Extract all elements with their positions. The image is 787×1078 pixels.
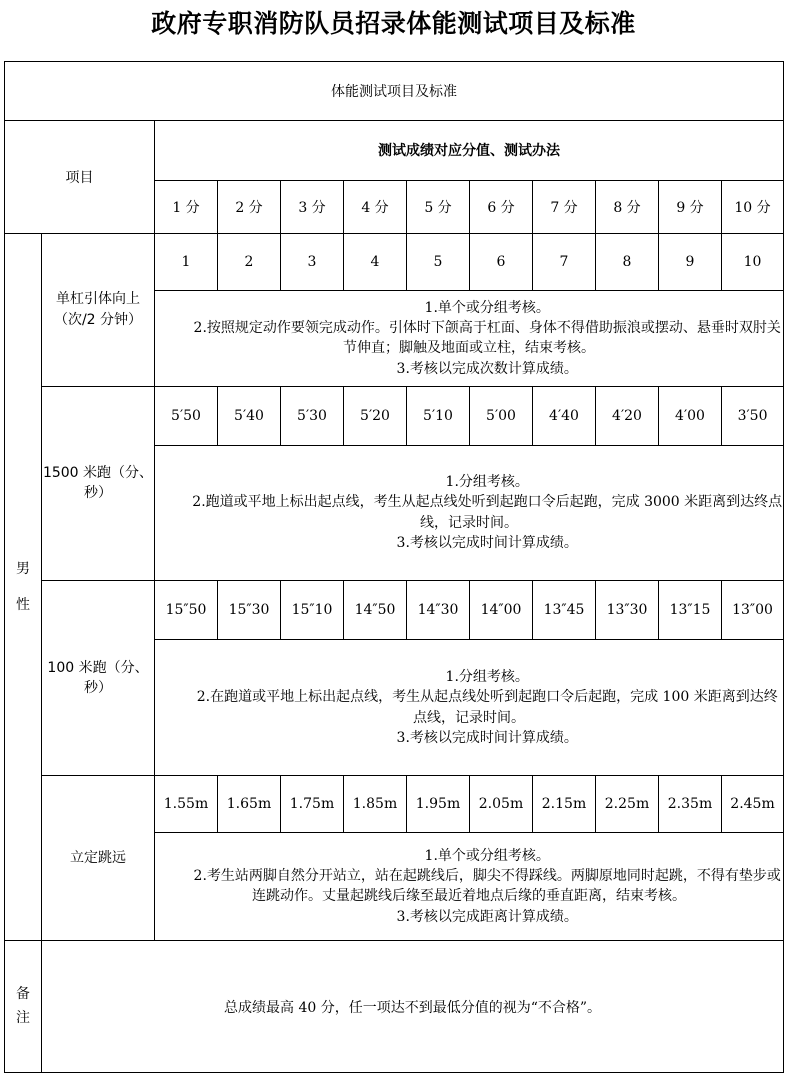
score-value: 6 [470,233,533,290]
score-value: 15″50 [155,580,218,639]
score-value: 14″30 [407,580,470,639]
score-value: 3′50 [722,386,784,445]
standards-table [4,61,784,1073]
method-line: 2.在跑道或平地上标出起点线，考生从起点线处听到起跑口令后起跑，完成 100 米距离到达终点线，记录时间。 [196,689,778,726]
item-header: 项目 [5,121,155,234]
score-value: 1.55m [155,776,218,832]
score-value: 1.65m [218,776,281,832]
score-value: 15″10 [281,580,344,639]
score-value: 8 [596,233,659,290]
test-method [155,445,784,580]
score-value: 5′20 [344,386,407,445]
score-label: 1 分 [155,180,218,233]
method-line: 3.考核以完成距离计算成绩。 [396,908,578,925]
score-value: 13″00 [722,580,784,639]
score-value: 4′20 [596,386,659,445]
score-value: 14″50 [344,580,407,639]
method-line: 3.考核以完成时间计算成绩。 [396,534,578,551]
score-value: 7 [533,233,596,290]
score-value: 2.35m [659,776,722,832]
score-value: 4′00 [659,386,722,445]
score-value: 5′10 [407,386,470,445]
remark-char: 注 [16,1009,30,1026]
score-label: 9 分 [659,180,722,233]
method-line: 2.跑道或平地上标出起点线，考生从起点线处听到起跑口令后起跑，完成 3000 米距离到达终点线，记录时间。 [192,494,783,531]
score-value: 1.75m [281,776,344,832]
scores-header: 测试成绩对应分值、测试办法 [155,121,784,180]
method-line: 2.按照规定动作要领完成动作。引体时下颌高于杠面、身体不得借助振浪或摆动、悬垂时双肘关节伸直；脚触及地面或立柱，结束考核。 [193,320,781,357]
score-value: 5′30 [281,386,344,445]
score-value: 4′40 [533,386,596,445]
score-label: 4 分 [344,180,407,233]
score-label: 10 分 [722,180,784,233]
score-value: 2 [218,233,281,290]
score-label: 3 分 [281,180,344,233]
score-label: 7 分 [533,180,596,233]
method-line: 1.单个或分组考核。 [424,847,550,864]
score-value: 13″30 [596,580,659,639]
item-name: 单杠引体向上（次/2 分钟） [42,233,155,386]
item-name: 立定跳远 [42,776,155,941]
gender-cell [5,233,42,940]
test-method [155,291,784,386]
item-name: 100 米跑（分、秒） [42,580,155,776]
score-value: 15″30 [218,580,281,639]
item-name: 1500 米跑（分、秒） [42,386,155,580]
score-label: 5 分 [407,180,470,233]
test-method [155,639,784,776]
score-value: 14″00 [470,580,533,639]
score-value: 13″45 [533,580,596,639]
test-method [155,832,784,941]
score-value: 2.25m [596,776,659,832]
method-line: 3.考核以完成时间计算成绩。 [396,729,578,746]
gender-char: 性 [16,597,30,614]
remark-text: 总成绩最高 40 分，任一项达不到最低分值的视为“不合格”。 [42,941,784,1073]
score-value: 2.05m [470,776,533,832]
score-value: 10 [722,233,784,290]
table-title: 体能测试项目及标准 [5,62,784,121]
score-value: 1.85m [344,776,407,832]
remark-char: 备 [16,985,30,1002]
method-line: 1.分组考核。 [445,669,529,686]
score-value: 9 [659,233,722,290]
score-value: 4 [344,233,407,290]
method-line: 2.考生站两脚自然分开站立，站在起跳线后，脚尖不得踩线。两脚原地同时起跳，不得有垫步或连跳动作。丈量起跳线后缘至最近着地点后缘的垂直距离，结束考核。 [193,868,781,905]
score-value: 3 [281,233,344,290]
score-label: 2 分 [218,180,281,233]
method-line: 1.分组考核。 [445,474,529,491]
score-label: 6 分 [470,180,533,233]
score-value: 13″15 [659,580,722,639]
score-value: 5 [407,233,470,290]
gender-char: 男 [16,560,30,577]
score-value: 2.45m [722,776,784,832]
method-line: 1.单个或分组考核。 [424,299,550,316]
score-value: 2.15m [533,776,596,832]
score-value: 1.95m [407,776,470,832]
remark-label [5,941,42,1073]
method-line: 3.考核以完成次数计算成绩。 [396,360,578,377]
score-value: 5′50 [155,386,218,445]
score-value: 1 [155,233,218,290]
page-title: 政府专职消防队员招录体能测试项目及标准 [151,9,636,38]
score-value: 5′00 [470,386,533,445]
score-label: 8 分 [596,180,659,233]
score-value: 5′40 [218,386,281,445]
